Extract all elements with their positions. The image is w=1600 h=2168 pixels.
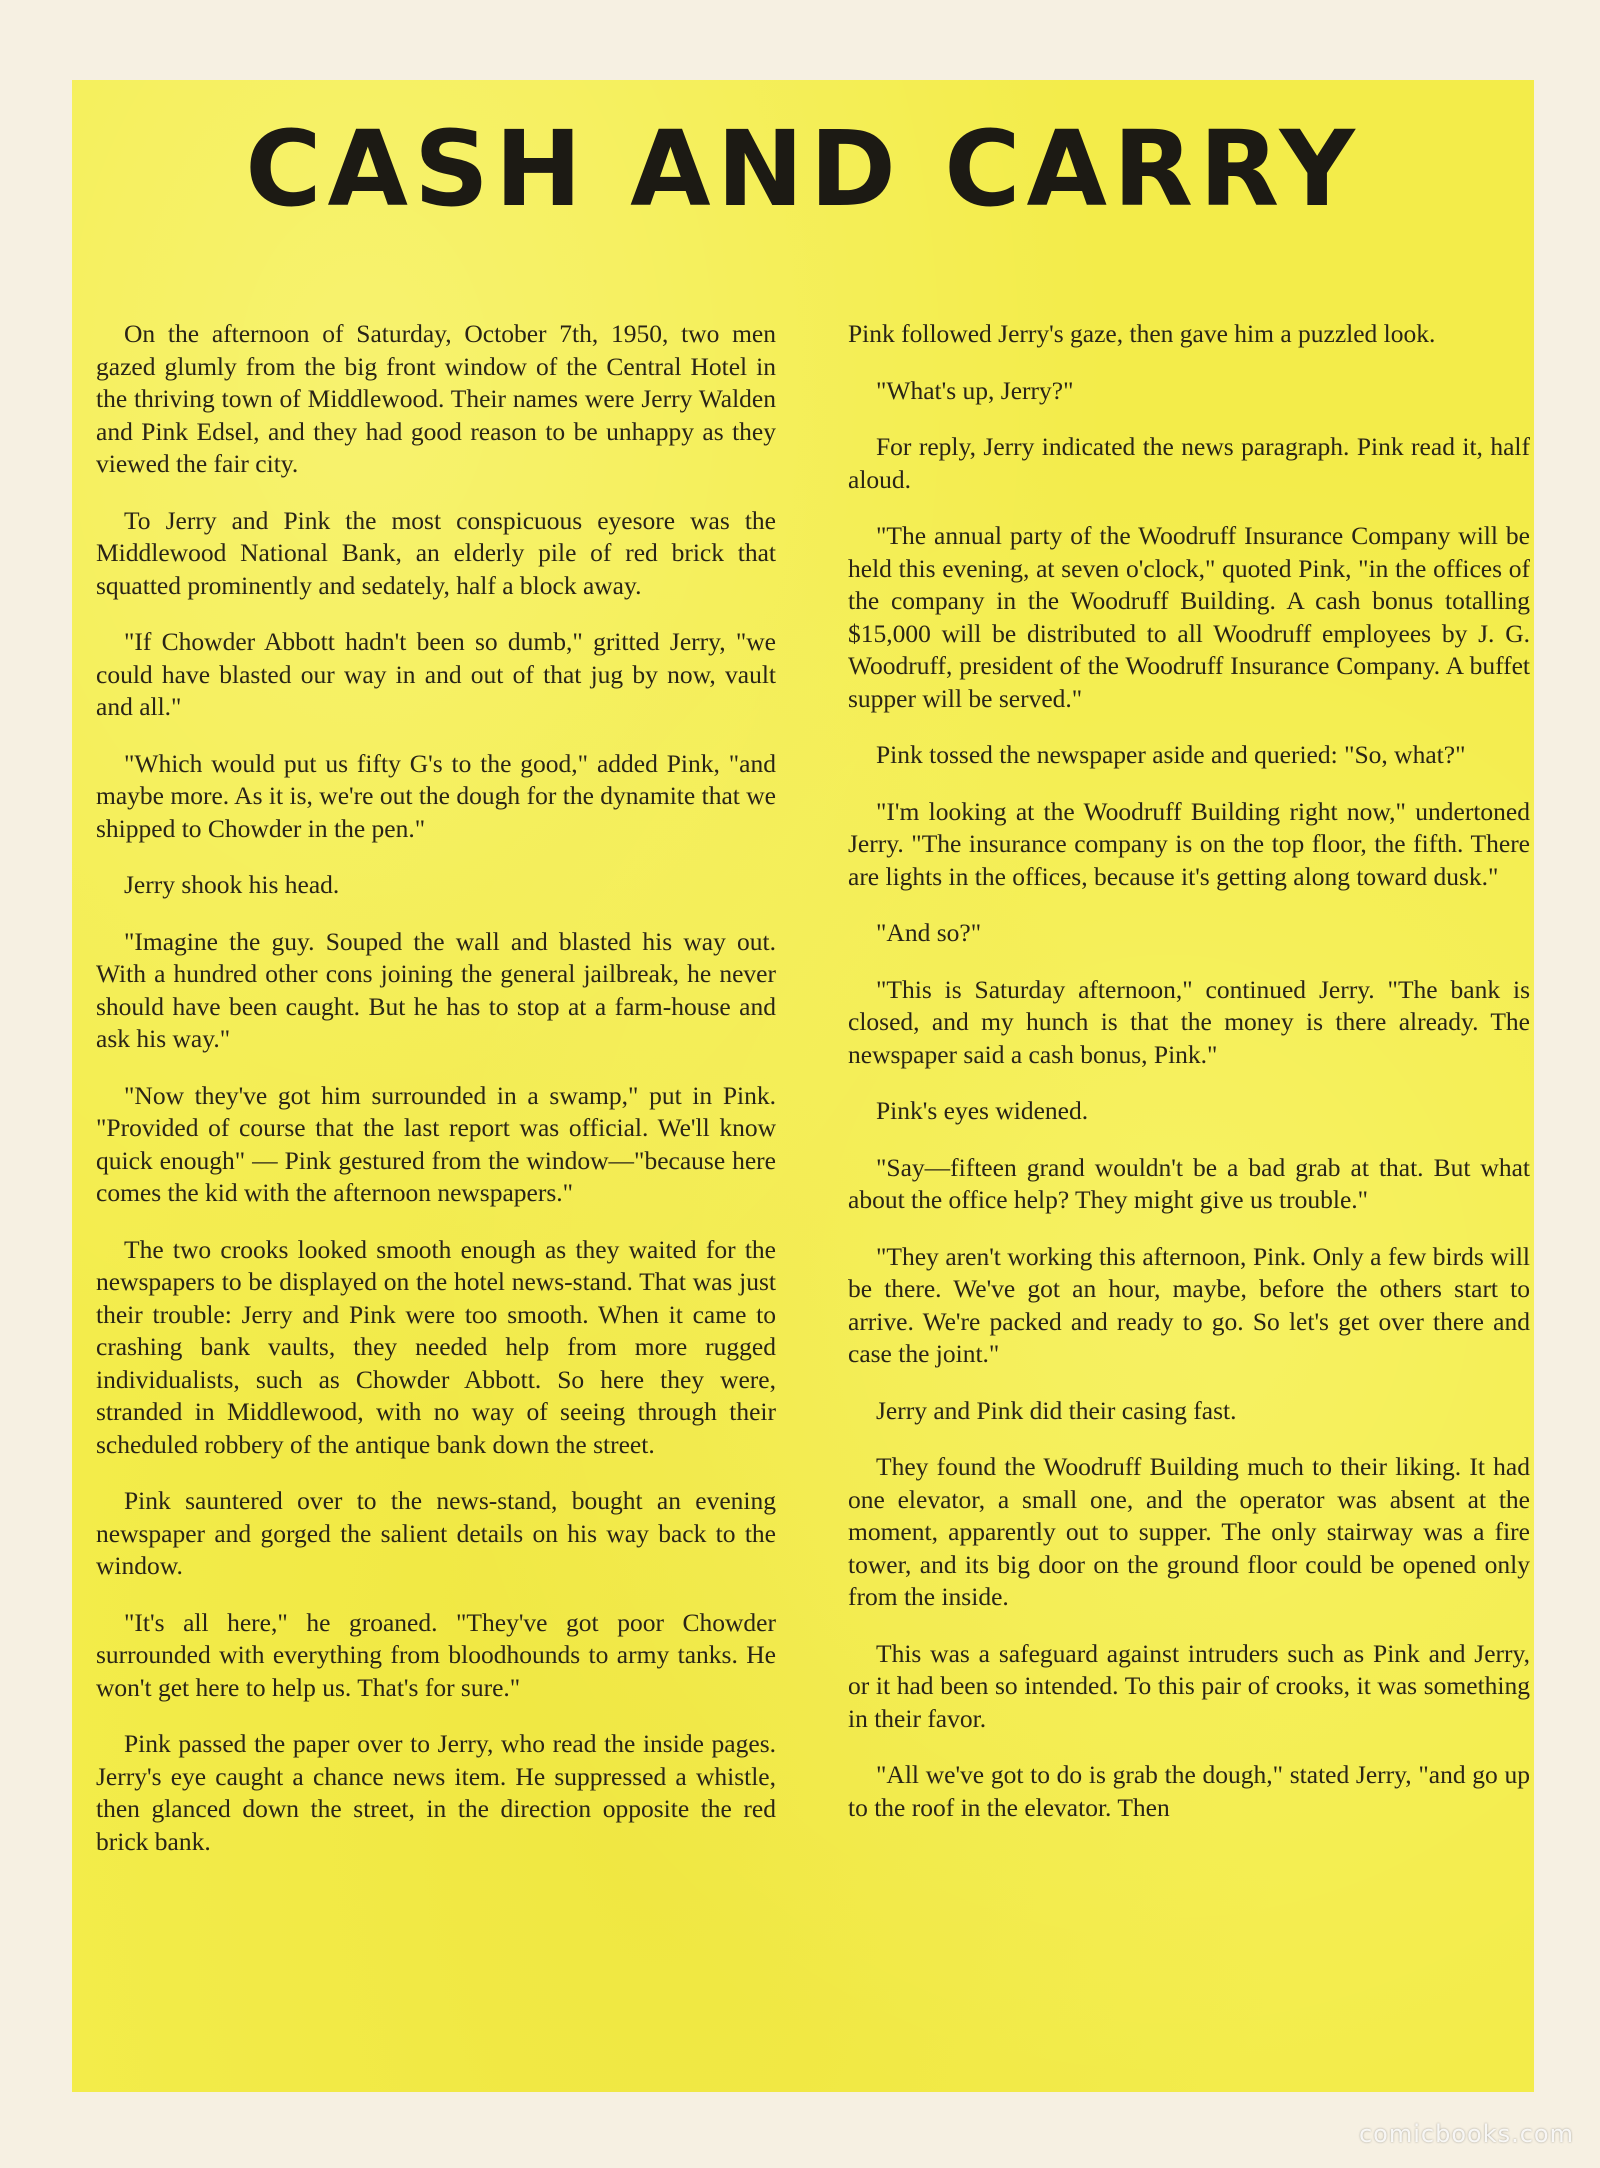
paragraph: "Say—fifteen grand wouldn't be a bad grab at that. But what about the office help? They might give us trouble."	[848, 1152, 1530, 1214]
paragraph: "If Chowder Abbott hadn't been so dumb," gritted Jerry, "we could have blasted our way in and out of that jug by now, vault and all."	[96, 627, 776, 721]
paragraph: "Imagine the guy. Souped the wall and blasted his way out. With a hundred other cons joining the general jailbreak, he never should have been caught. But he has to stop at a farm-house and ask his way."	[96, 926, 776, 1053]
story-title: CASH AND CARRY	[245, 108, 1361, 230]
paragraph: They found the Woodruff Building much to their liking. It had one elevator, a small one, and the operator was absent at the moment, apparently out to supper. The only stairway was a fire tower, and its big door on the ground floor could be opened only from the inside.	[848, 1452, 1530, 1611]
paragraph: "What's up, Jerry?"	[876, 375, 1074, 405]
site-watermark: comicbooks.com	[1358, 2120, 1574, 2148]
paragraph: Pink passed the paper over to Jerry, who read the inside pages. Jerry's eye caught a chance news item. He suppressed a whistle, then glanced down the street, in the direction opposite the red brick bank.	[96, 1729, 776, 1856]
paragraph: Pink's eyes widened.	[876, 1096, 1089, 1125]
paragraph: Pink sauntered over to the news-stand, bought an evening newspaper and gorged the salient details on his way back to the window.	[96, 1486, 776, 1580]
paragraph: "I'm looking at the Woodruff Building right now," undertoned Jerry. "The insurance company is on the top floor, the fifth. There are lights in the offices, because it's getting along toward dusk."	[848, 796, 1530, 891]
paragraph: For reply, Jerry indicated the news paragraph. Pink read it, half aloud.	[848, 432, 1530, 494]
paragraph: "It's all here," he groaned. "They've got poor Chowder surrounded with everything from bloodhounds to army tanks. He won't get here to help us. That's for sure."	[96, 1607, 776, 1702]
story-panel	[72, 80, 1534, 2092]
paragraph: "The annual party of the Woodruff Insurance Company will be held this evening, at seven o'clock," quoted Pink, "in the offices of the company in the Woodruff Building. A cash bonus totalling $15,000 will be distributed to all Woodruff employees by J. G. Woodruff, president of the Woodruff Insurance Company. A buffet supper will be served."	[848, 521, 1530, 713]
paragraph: "And so?"	[876, 918, 982, 947]
left-column	[96, 318, 776, 1882]
right-column	[848, 318, 1530, 1848]
paragraph: "All we've got to do is grab the dough," stated Jerry, "and go up to the roof in the elevator. Then	[848, 1760, 1530, 1822]
paragraph: "They aren't working this afternoon, Pink. Only a few birds will be there. We've got an hour, maybe, before the others start to arrive. We're packed and ready to go. So let's get over there and case the joint."	[848, 1241, 1530, 1368]
paragraph: To Jerry and Pink the most conspicuous eyesore was the Middlewood National Bank, an elderly pile of red brick that squatted prominently and sedately, half a block away.	[96, 505, 776, 600]
paragraph: Pink tossed the newspaper aside and queried: "So, what?"	[876, 740, 1466, 769]
paragraph: The two crooks looked smooth enough as they waited for the newspapers to be displayed on the hotel news-stand. That was just their trouble: Jerry and Pink were too smooth. When it came to crashing bank vaults, they needed help from more rugged individualists, such as Chowder Abbott. So here they were, stranded in Middlewood, with no way of seeing through their scheduled robbery of the antique bank down the street.	[96, 1234, 776, 1459]
paragraph: Pink followed Jerry's gaze, then gave him a puzzled look.	[848, 319, 1436, 348]
paragraph: Jerry shook his head.	[124, 870, 340, 899]
paragraph: On the afternoon of Saturday, October 7th, 1950, two men gazed glumly from the big front window of the Central Hotel in the thriving town of Middlewood. Their names were Jerry Walden and Pink Edsel, and they had good reason to be unhappy as they viewed the fair city.	[96, 319, 776, 478]
paragraph: This was a safeguard against intruders such as Pink and Jerry, or it had been so intended. To this pair of crooks, it was something in their favor.	[848, 1638, 1530, 1733]
paragraph: "This is Saturday afternoon," continued Jerry. "The bank is closed, and my hunch is that the money is there already. The newspaper said a cash bonus, Pink."	[848, 974, 1530, 1069]
paragraph: "Which would put us fifty G's to the good," added Pink, "and maybe more. As it is, we're out the dough for the dynamite that we shipped to Chowder in the pen."	[96, 748, 776, 843]
paragraph: "Now they've got him surrounded in a swamp," put in Pink. "Provided of course that the last report was official. We'll know quick enough" — Pink gestured from the window—"because here comes the kid with the afternoon newspapers."	[96, 1080, 776, 1207]
paragraph: Jerry and Pink did their casing fast.	[876, 1395, 1237, 1425]
